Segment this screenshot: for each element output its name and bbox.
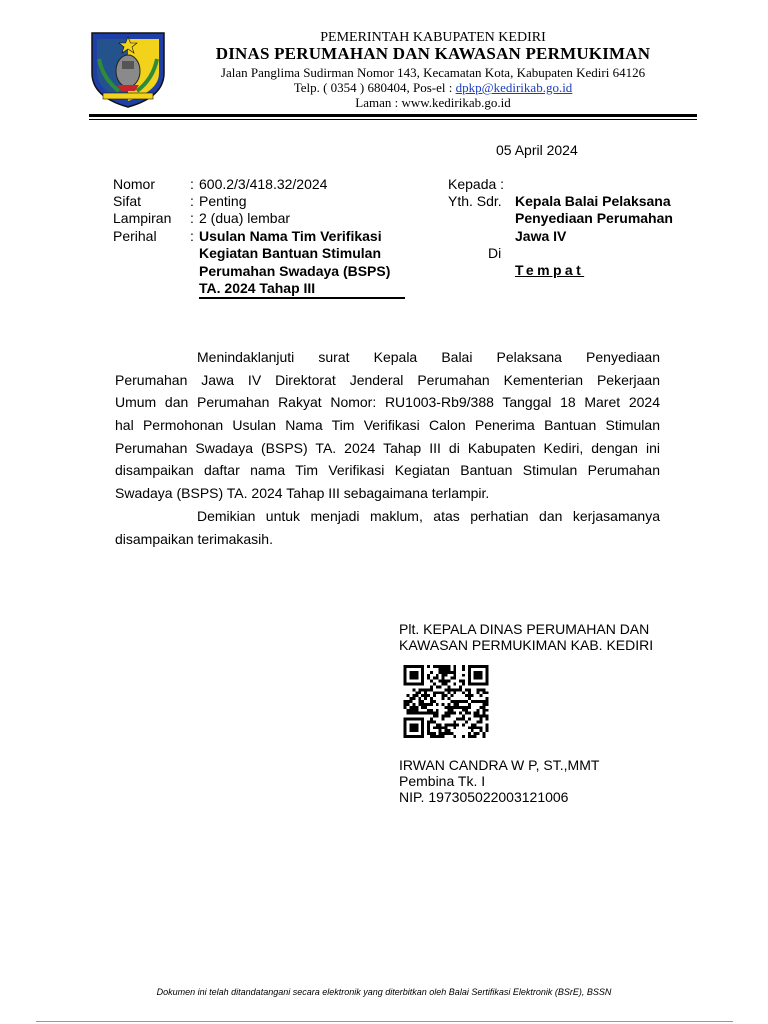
letterhead-phone: Telp. ( 0354 ) 680404, Pos-el :: [293, 80, 456, 95]
body-p1-line: Perumahan Swadaya (BSPS) TA. 2024 Tahap III di Kabupaten Kediri, dengan ini: [115, 440, 660, 456]
perihal-underline: [199, 297, 405, 299]
lampiran-label: Lampiran: [113, 210, 172, 226]
perihal-line-2: Kegiatan Bantuan Stimulan: [199, 245, 382, 261]
signatory-nip: NIP. 197305022003121006: [399, 789, 569, 805]
letterhead-website: Laman : www.kedirikab.go.id: [355, 95, 511, 110]
body-p1-line: Swadaya (BSPS) TA. 2024 Tahap III sebagaimana terlampir.: [115, 485, 490, 501]
signatory-name: IRWAN CANDRA W P, ST.,MMT: [399, 757, 600, 773]
body-p1-line: Umum dan Perumahan Rakyat Nomor: RU1003-Rb9/388 Tanggal 18 Maret 2024: [115, 394, 660, 410]
nomor-value: 600.2/3/418.32/2024: [199, 176, 328, 192]
body-p1-line: disampaikan daftar nama Tim Verifikasi Kegiatan Bantuan Stimulan Perumahan: [115, 462, 660, 478]
letterhead-divider-thick: [89, 114, 697, 117]
sifat-value: Penting: [199, 193, 247, 209]
signatory-rank: Pembina Tk. I: [399, 773, 486, 789]
sifat-label: Sifat: [113, 193, 142, 209]
recipient-di: Di: [488, 245, 502, 261]
kepada-label: Kepada :: [448, 176, 505, 192]
footer-divider: [36, 1021, 733, 1022]
letterhead-divider-thin: [89, 119, 697, 120]
lampiran-value: 2 (dua) lembar: [199, 210, 291, 226]
letterhead-email-link[interactable]: dpkp@kedirikab.go.id: [455, 80, 573, 95]
electronic-signature-note: Dokumen ini telah ditandatangani secara elektronik yang diterbitkan oleh Balai Sertifikasi Elektronik (BSrE), BSSN: [156, 987, 612, 997]
kediri-regency-crest: [89, 29, 167, 109]
body-p2-line: Demikian untuk menjadi maklum, atas perhatian dan kerjasamanya: [197, 508, 660, 524]
body-p1-line: hal Permohonan Usulan Nama Tim Verifikasi Calon Penerima Bantuan Stimulan: [115, 417, 660, 433]
perihal-label: Perihal: [113, 228, 157, 244]
perihal-colon: :: [190, 228, 194, 244]
letter-date: 05 April 2024: [496, 142, 578, 158]
nomor-colon: :: [190, 176, 194, 192]
nomor-label: Nomor: [113, 176, 156, 192]
body-p2-line: disampaikan terimakasih.: [115, 531, 273, 547]
perihal-line-1: Usulan Nama Tim Verifikasi: [199, 228, 382, 244]
recipient-line-2: Penyediaan Perumahan: [515, 210, 673, 226]
letterhead-government: PEMERINTAH KABUPATEN KEDIRI: [320, 30, 546, 45]
yth-label: Yth. Sdr.: [448, 193, 502, 209]
signatory-title-line-2: KAWASAN PERMUKIMAN KAB. KEDIRI: [399, 637, 654, 653]
body-p1-line: Menindaklanjuti surat Kepala Balai Pelaksana Penyediaan: [197, 349, 660, 365]
body-paragraph-2: [115, 508, 660, 553]
recipient-line-1: Kepala Balai Pelaksana: [515, 193, 671, 209]
lampiran-colon: :: [190, 210, 194, 226]
signature-qr-code: [403, 665, 489, 738]
letterhead-agency: DINAS PERUMAHAN DAN KAWASAN PERMUKIMAN: [215, 44, 651, 63]
perihal-line-3: Perumahan Swadaya (BSPS): [199, 263, 391, 279]
perihal-line-4: TA. 2024 Tahap III: [199, 280, 316, 296]
signatory-title-line-1: Plt. KEPALA DINAS PERUMAHAN DAN: [399, 621, 650, 637]
letterhead-contact: [170, 80, 696, 96]
body-paragraph-1: [115, 349, 660, 509]
recipient-tempat: Tempat: [515, 262, 585, 278]
body-p1-line: Perumahan Jawa IV Direktorat Jenderal Perumahan Kementerian Pekerjaan: [115, 372, 660, 388]
sifat-colon: :: [190, 193, 194, 209]
recipient-line-3: Jawa IV: [515, 228, 567, 244]
letterhead-address: Jalan Panglima Sudirman Nomor 143, Kecamatan Kota, Kabupaten Kediri 64126: [220, 65, 646, 80]
